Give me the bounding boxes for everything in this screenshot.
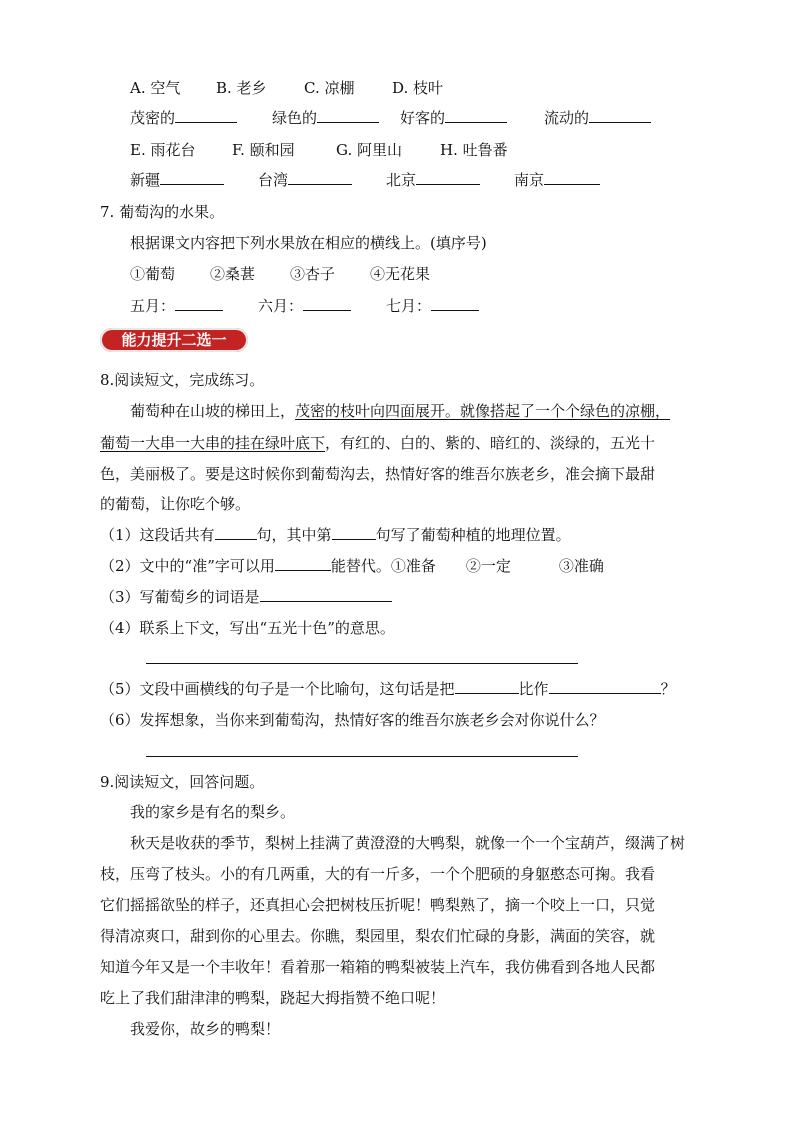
q8-sub5: （5）文段中画横线的句子是一个比喻句，这句话是把 比作 ？ [100,680,676,698]
q9-passage-line: 知道今年又是一个丰收年！看着那一箱箱的鸭梨被装上汽车，我仿佛看到各地人民都 [100,958,656,976]
answer-blank[interactable] [317,108,379,123]
fill-label: 南京 [514,171,545,189]
option-e: E. 雨花台 [130,141,196,159]
answer-line[interactable] [146,756,578,757]
option-h: H. 吐鲁番 [440,141,508,159]
fill-label: 好客的 [400,109,446,127]
option-g: G. 阿里山 [336,141,402,159]
q9-passage-line: 我的家乡是有名的梨乡。 [130,803,296,821]
fill-label: 流动的 [544,109,590,127]
answer-blank[interactable] [160,170,224,185]
q8-title: 8.阅读短文，完成练习。 [100,371,265,389]
fruit-item: ④无花果 [370,265,431,283]
fill-label: 绿色的 [272,109,318,127]
answer-blank[interactable] [288,170,352,185]
section-banner: 能力提升二选一 [100,328,248,352]
answer-blank[interactable] [455,679,519,694]
answer-line[interactable] [146,663,578,664]
q9-passage-line: 秋天是收获的季节，梨树上挂满了黄澄澄的大鸭梨，就像一个一个宝葫芦，缀满了树 [130,834,686,852]
q8-sub1: （1）这段话共有 句，其中第 句写了葡萄种植的地理位置。 [100,526,571,544]
q9-passage-line: 枝，压弯了枝头。小的有几两重，大的有一斤多，一个个肥硕的身躯憨态可掬。我看 [100,865,656,883]
q8-sub4: （4）联系上下文，写出“五光十色”的意思。 [100,619,395,637]
answer-blank[interactable] [445,108,507,123]
fruit-item: ③杏子 [290,265,336,283]
answer-blank[interactable] [175,108,237,123]
month-label: 六月： [258,297,304,315]
q8-passage-line: 葡萄一大串一大串的挂在绿叶底下，有红的、白的、紫的、暗红的、淡绿的，五光十 [100,434,656,452]
answer-blank[interactable] [215,525,257,540]
q8-passage-line: 的葡萄，让你吃个够。 [100,495,251,513]
underlined-sentence: 茂密的枝叶向四面展开。就像搭起了一个个绿色的凉棚， [295,402,671,420]
option-c: C. 凉棚 [304,79,355,97]
option-f: F. 颐和园 [232,141,295,159]
answer-blank[interactable] [589,108,651,123]
fill-label: 新疆 [130,171,161,189]
q7-title: 7. 葡萄沟的水果。 [100,203,225,221]
option-a: A. 空气 [130,79,181,97]
month-label: 五月： [130,297,176,315]
answer-blank[interactable] [549,679,661,694]
q8-passage-line: 葡萄种在山坡的梯田上，茂密的枝叶向四面展开。就像搭起了一个个绿色的凉棚， [130,402,671,420]
answer-blank[interactable] [303,296,351,311]
answer-blank[interactable] [260,587,392,602]
fill-label: 茂密的 [130,109,176,127]
fill-label: 北京 [386,171,417,189]
q9-passage-line: 我爱你，故乡的鸭梨！ [130,1020,281,1038]
q8-sub3: （3）写葡萄乡的词语是 [100,587,392,607]
q7-instruction: 根据课文内容把下列水果放在相应的横线上。(填序号) [130,234,487,252]
option-b: B. 老乡 [216,79,267,97]
q9-passage-line: 得清凉爽口，甜到你的心里去。你瞧，梨园里，梨农们忙碌的身影，满面的笑容，就 [100,927,656,945]
option-d: D. 枝叶 [392,79,444,97]
q8-passage-line: 色，美丽极了。要是这时候你到葡萄沟去，热情好客的维吾尔族老乡，准会摘下最甜 [100,465,656,483]
answer-blank[interactable] [275,556,331,571]
answer-blank[interactable] [175,296,223,311]
fruit-item: ②桑葚 [210,265,256,283]
answer-blank[interactable] [544,170,600,185]
underlined-sentence: 葡萄一大串一大串的挂在绿叶底下 [100,434,326,452]
q9-passage-line: 它们摇摇欲坠的样子，还真担心会把树枝压折呢！鸭梨熟了，摘一个咬上一口，只觉 [100,896,656,914]
q8-sub2: （2）文中的“准”字可以用 能替代。①准备 ②一定 ③准确 [100,557,604,575]
answer-blank[interactable] [416,170,480,185]
fill-label: 台湾 [258,171,289,189]
q9-passage-line: 吃上了我们甜津津的鸭梨，跷起大拇指赞不绝口呢！ [100,989,446,1007]
fruit-item: ①葡萄 [130,265,176,283]
q8-sub6: （6）发挥想象，当你来到葡萄沟，热情好客的维吾尔族老乡会对你说什么？ [100,711,605,729]
answer-blank[interactable] [431,296,479,311]
answer-blank[interactable] [332,525,376,540]
month-label: 七月： [386,297,432,315]
q9-title: 9.阅读短文，回答问题。 [100,773,265,791]
